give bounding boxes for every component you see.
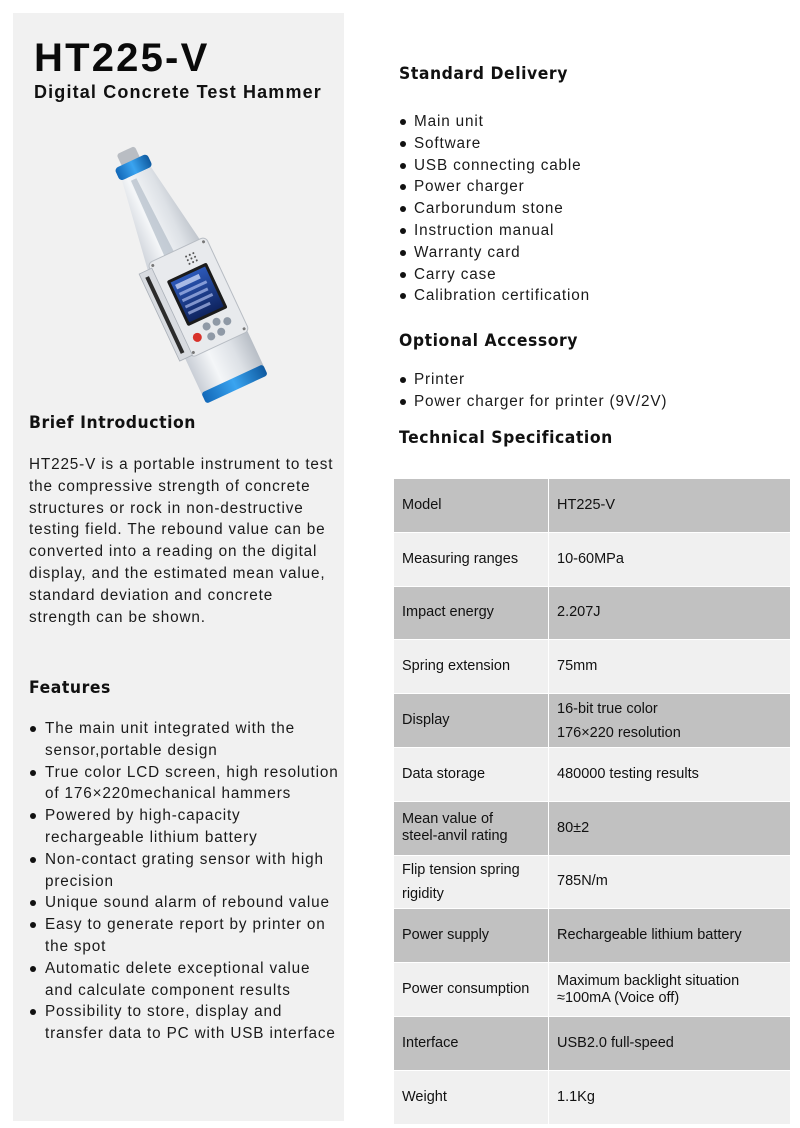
spec-value: 2.207J [549, 586, 791, 640]
spec-label: Interface [394, 1016, 549, 1070]
bullet-icon [400, 141, 406, 147]
spec-row-flip-tension [394, 855, 791, 909]
spec-label: Measuring ranges [394, 532, 549, 586]
spec-label: Display [394, 694, 549, 748]
delivery-item: Carborundum stone [399, 198, 590, 220]
bullet-icon [30, 726, 36, 732]
spec-row-spring-extension [394, 640, 791, 694]
delivery-item: Software [399, 133, 590, 155]
optional-accessory-heading: Optional Accessory [399, 331, 579, 351]
spec-label: Spring extension [394, 640, 549, 694]
spec-value: 16-bit true color 176×220 resolution [549, 694, 791, 748]
spec-label: Power consumption [394, 963, 549, 1017]
spec-row-measuring-ranges [394, 532, 791, 586]
spec-value: 75mm [549, 640, 791, 694]
delivery-item: Instruction manual [399, 220, 590, 242]
spec-label: Mean value of steel-anvil rating [394, 801, 549, 855]
bullet-icon [30, 966, 36, 972]
features-heading: Features [29, 678, 111, 698]
spec-label: Power supply [394, 909, 549, 963]
spec-row-mean-value [394, 801, 791, 855]
bullet-icon [400, 228, 406, 234]
spec-value: 480000 testing results [549, 747, 791, 801]
spec-row-interface [394, 1016, 791, 1070]
accessory-item: Printer [399, 369, 667, 391]
accessory-item: Power charger for printer (9V/2V) [399, 391, 667, 413]
bullet-icon [30, 1009, 36, 1015]
feature-item: The main unit integrated with the sensor,portable design [29, 718, 341, 762]
bullet-icon [400, 250, 406, 256]
bullet-icon [400, 399, 406, 405]
spec-label: Weight [394, 1070, 549, 1124]
bullet-icon [400, 377, 406, 383]
left-panel [13, 13, 344, 1121]
product-subtitle: Digital Concrete Test Hammer [34, 82, 322, 102]
spec-value: Rechargeable lithium battery [549, 909, 791, 963]
delivery-item: Carry case [399, 264, 590, 286]
spec-label: Impact energy [394, 586, 549, 640]
spec-row-power-consumption [394, 963, 791, 1017]
bullet-icon [400, 293, 406, 299]
feature-item: Automatic delete exceptional value and calculate component results [29, 958, 341, 1002]
spec-label: Flip tension spring rigidity [394, 855, 549, 909]
spec-value: 10-60MPa [549, 532, 791, 586]
spec-row-impact-energy [394, 586, 791, 640]
feature-item: Powered by high-capacity rechargeable lithium battery [29, 805, 341, 849]
features-list [29, 718, 341, 1045]
standard-delivery-list [399, 111, 590, 307]
feature-item: Easy to generate report by printer on the spot [29, 914, 341, 958]
delivery-item: Power charger [399, 176, 590, 198]
concrete-test-hammer-image [88, 125, 288, 415]
delivery-item: Calibration certification [399, 285, 590, 307]
spec-row-power-supply [394, 909, 791, 963]
technical-specification-heading: Technical Specification [399, 428, 613, 448]
bullet-icon [400, 272, 406, 278]
feature-item: Possibility to store, display and transfer data to PC with USB interface [29, 1001, 341, 1045]
standard-delivery-heading: Standard Delivery [399, 64, 568, 84]
feature-item: Unique sound alarm of rebound value [29, 892, 341, 914]
spec-value: USB2.0 full-speed [549, 1016, 791, 1070]
bullet-icon [30, 922, 36, 928]
bullet-icon [400, 119, 406, 125]
delivery-item: USB connecting cable [399, 155, 590, 177]
brief-introduction-text: HT225-V is a portable instrument to test the compressive strength of concrete structures or rock in non-destructive testing field. The rebound value can be converted into a reading on the digital display, and the estimated mean value, standard deviation and concrete strength can be shown. [29, 456, 334, 626]
product-title: HT225-V [34, 36, 210, 80]
bullet-icon [30, 900, 36, 906]
spec-value: 785N/m [549, 855, 791, 909]
spec-row-display [394, 694, 791, 748]
spec-value: HT225-V [549, 479, 791, 533]
spec-value: 80±2 [549, 801, 791, 855]
spec-value: Maximum backlight situation ≈100mA (Voice off) [549, 963, 791, 1017]
feature-item: True color LCD screen, high resolution of 176×220mechanical hammers [29, 762, 341, 806]
delivery-item: Warranty card [399, 242, 590, 264]
spec-table [393, 478, 791, 1125]
bullet-icon [400, 163, 406, 169]
spec-label: Model [394, 479, 549, 533]
spec-label: Data storage [394, 747, 549, 801]
bullet-icon [30, 813, 36, 819]
spec-row-data-storage [394, 747, 791, 801]
bullet-icon [30, 857, 36, 863]
spec-row-model [394, 479, 791, 533]
spec-row-weight [394, 1070, 791, 1124]
optional-accessory-list [399, 369, 667, 413]
feature-item: Non-contact grating sensor with high precision [29, 849, 341, 893]
bullet-icon [30, 770, 36, 776]
bullet-icon [400, 184, 406, 190]
bullet-icon [400, 206, 406, 212]
delivery-item: Main unit [399, 111, 590, 133]
spec-value: 1.1Kg [549, 1070, 791, 1124]
brief-introduction-heading: Brief Introduction [29, 413, 196, 433]
